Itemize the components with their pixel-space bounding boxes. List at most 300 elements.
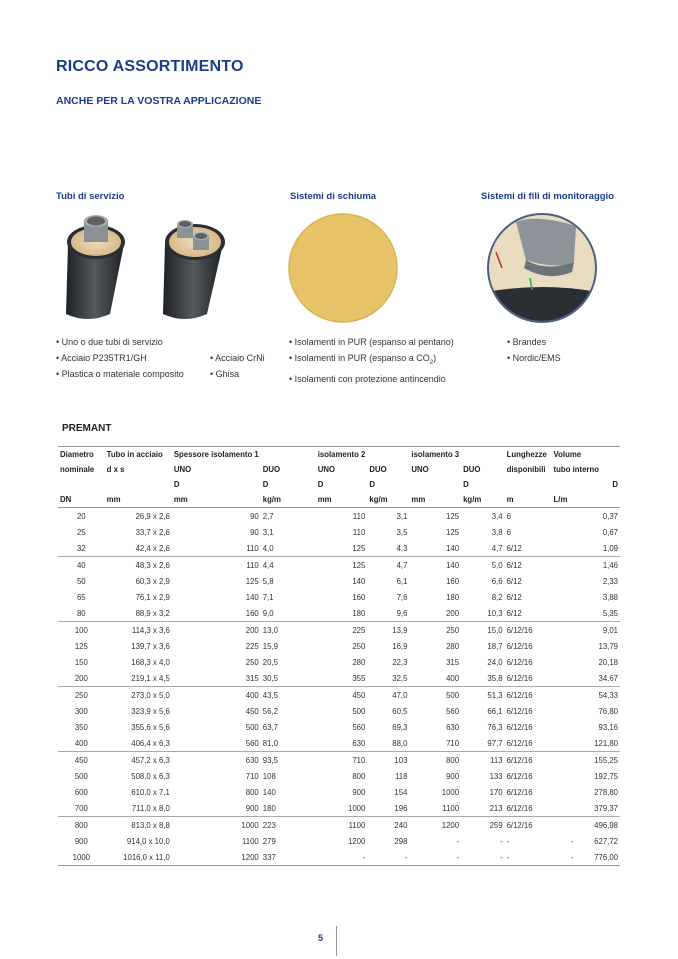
- table-row: [58, 670, 620, 687]
- table-cell: 32: [76, 543, 86, 553]
- table-cell: 1200: [348, 836, 366, 846]
- heading-monitoring-systems: Sistemi di fili di monitoraggio: [481, 191, 615, 202]
- table-cell: 76,1 x 2,9: [135, 592, 170, 602]
- table-row: [58, 768, 620, 784]
- table-header-cell: kg/m: [367, 492, 409, 508]
- table-cell: 250: [352, 641, 366, 651]
- table-cell: 18,7: [487, 641, 503, 651]
- table-cell: 400: [172, 687, 261, 704]
- table-cell: 450: [245, 706, 259, 716]
- table-cell: 914,0 x 10,0: [126, 836, 170, 846]
- table-cell: 800: [352, 771, 366, 781]
- table-cell: 54,33: [576, 687, 620, 704]
- table-row: [58, 605, 620, 622]
- table-cell: 10,3: [487, 608, 503, 618]
- table-cell: -: [456, 836, 460, 846]
- table-cell: 6,6: [491, 576, 503, 586]
- table-cell: 20,18: [598, 657, 618, 667]
- table-cell: -: [316, 849, 368, 866]
- table-cell: 560: [245, 738, 259, 748]
- table-cell: -: [367, 849, 409, 866]
- table-cell: 813,0 x 8,8: [105, 817, 172, 834]
- table-cell: 213: [489, 803, 503, 813]
- table-cell: 56,2: [262, 706, 278, 716]
- table-row: [58, 638, 620, 654]
- table-cell: 379,37: [594, 803, 618, 813]
- table-cell: 108: [262, 771, 276, 781]
- table-row: [58, 719, 620, 735]
- table-cell: 7,6: [396, 592, 408, 602]
- table-header-cell: isolamento 3: [409, 447, 461, 463]
- table-cell: 800: [245, 787, 259, 797]
- table-header-cell: Lunghezze: [505, 447, 552, 463]
- table-header-cell: L/m: [552, 492, 620, 508]
- table-cell: 710: [446, 738, 460, 748]
- table-cell: 154: [394, 787, 408, 797]
- table-cell: 4,0: [262, 543, 274, 553]
- table-cell: 560: [352, 722, 366, 732]
- table-row: [58, 589, 620, 605]
- table-cell: [552, 687, 576, 704]
- table-header-cell: disponibili: [506, 465, 546, 474]
- table-cell: [552, 573, 576, 589]
- table-header-cell: DUO: [463, 465, 481, 474]
- table-cell: 1,09: [602, 543, 618, 553]
- table-cell: 160: [352, 592, 366, 602]
- bullet-item: • Isolamenti in PUR (espanso al pentano): [289, 337, 454, 347]
- table-cell: 450: [316, 687, 368, 704]
- table-cell: 5,8: [262, 576, 274, 586]
- table-cell: 13,0: [261, 622, 316, 639]
- table-header-cell: D: [612, 480, 618, 489]
- table-cell: 15,0: [461, 622, 504, 639]
- table-header-cell: mm: [105, 492, 172, 508]
- table-cell: 196: [394, 803, 408, 813]
- table-cell: 140: [352, 576, 366, 586]
- table-cell: 125: [446, 527, 460, 537]
- table-cell: 1100: [316, 817, 368, 834]
- table-cell: 65: [76, 592, 86, 602]
- table-cell: 34,67: [598, 673, 618, 683]
- table-cell: 711,0 x 8,0: [131, 803, 170, 813]
- bullet-item: • Uno o due tubi di servizio: [56, 337, 163, 347]
- service-pipes-bullets: [56, 334, 184, 382]
- table-cell: 240: [367, 817, 409, 834]
- table-cell: 7,1: [262, 592, 274, 602]
- table-cell: 88,0: [392, 738, 408, 748]
- heading-foam-systems: Sistemi di schiuma: [290, 191, 377, 202]
- table-cell: 200: [74, 673, 88, 683]
- table-cell: [552, 524, 576, 540]
- table-cell: 93,5: [261, 752, 316, 769]
- table-cell: 160: [245, 608, 259, 618]
- table-cell: 155,25: [576, 752, 620, 769]
- table-cell: 6/12/16: [506, 803, 533, 813]
- table-cell: 610,0 x 7,1: [131, 787, 170, 797]
- table-cell: 81,0: [262, 738, 278, 748]
- table-cell: 3,4: [491, 511, 503, 521]
- table-cell: [552, 817, 576, 834]
- table-cell: 43,5: [261, 687, 316, 704]
- heading-service-pipes: Tubi di servizio: [56, 191, 125, 202]
- table-cell: 1000: [348, 803, 366, 813]
- table-header-cell: DUO: [369, 465, 387, 474]
- table-cell: 113: [461, 752, 504, 769]
- table-cell: 630: [352, 738, 366, 748]
- table-cell: -: [409, 849, 461, 866]
- table-cell: 500: [352, 706, 366, 716]
- table-cell: 13,9: [367, 622, 409, 639]
- table-cell: 140: [409, 557, 461, 574]
- table-cell: 323,9 x 5,6: [131, 706, 170, 716]
- table-cell: 6/12/16: [506, 771, 533, 781]
- table-cell: 110: [172, 557, 261, 574]
- table-header-row: [58, 462, 620, 477]
- table-cell: 6,1: [396, 576, 408, 586]
- table-cell: [552, 622, 576, 639]
- bullet-item: • Nordic/EMS: [507, 353, 561, 363]
- table-cell: 15,9: [262, 641, 278, 651]
- foam-sample-image: [287, 212, 399, 324]
- table-cell: 298: [394, 836, 408, 846]
- table-row: [58, 833, 620, 849]
- table-cell: 121,80: [594, 738, 618, 748]
- page-title: RICCO ASSORTIMENTO: [56, 58, 244, 75]
- table-cell: 90: [250, 511, 259, 521]
- bullet-item: • Plastica o materiale composito: [56, 369, 184, 379]
- table-row: [58, 573, 620, 589]
- table-cell: 8,2: [491, 592, 503, 602]
- table-cell: 13,79: [598, 641, 618, 651]
- table-header-cell: D: [173, 480, 180, 489]
- table-cell: 76,80: [598, 706, 618, 716]
- table-header-cell: d x s: [106, 465, 125, 474]
- table-cell: 88,9 x 3,2: [135, 608, 170, 618]
- table-header-cell: Spessore isolamento 1: [172, 447, 261, 463]
- table-cell: 250: [245, 657, 259, 667]
- table-cell: [552, 557, 576, 574]
- table-cell: 16,9: [392, 641, 408, 651]
- table-cell: 508,0 x 6,3: [131, 771, 170, 781]
- table-cell: 259: [461, 817, 504, 834]
- table-cell: 42,4 x 2,6: [135, 543, 170, 553]
- table-cell: 6/12/16: [506, 641, 533, 651]
- table-cell: 6/12/16: [505, 687, 552, 704]
- table-cell: 48,3 x 2,6: [105, 557, 172, 574]
- bullet-item: • Brandes: [507, 337, 547, 347]
- table-cell: 223: [261, 817, 316, 834]
- table-cell: 50: [76, 576, 86, 586]
- table-cell: 250: [58, 687, 105, 704]
- table-cell: 710: [245, 771, 259, 781]
- table-header-row: [58, 447, 620, 463]
- table-header-row: [58, 492, 620, 508]
- table-cell: 710: [316, 752, 368, 769]
- table-cell: [552, 752, 576, 769]
- table-cell: 315: [245, 673, 259, 683]
- table-cell: 180: [262, 803, 276, 813]
- table-cell: 6/12: [506, 576, 522, 586]
- table-cell: 160: [446, 576, 460, 586]
- table-cell: 600: [74, 787, 88, 797]
- table-cell: 110: [246, 543, 259, 553]
- table-cell: 3,1: [396, 511, 408, 521]
- table-header-cell: [367, 447, 409, 463]
- table-cell: 225: [245, 641, 259, 651]
- table-cell: 170: [489, 787, 503, 797]
- table-cell: [552, 703, 576, 719]
- table-cell: 1100: [442, 803, 460, 813]
- table-cell: 125: [245, 576, 259, 586]
- table-cell: 630: [172, 752, 261, 769]
- table-cell: [552, 508, 576, 525]
- table-cell: 1000: [172, 817, 261, 834]
- table-cell: 450: [58, 752, 105, 769]
- table-cell: 118: [394, 771, 408, 781]
- table-cell: 125: [74, 641, 88, 651]
- table-cell: 406,4 x 6,3: [131, 738, 170, 748]
- table-cell: 0,67: [602, 527, 618, 537]
- table-cell: 1,46: [576, 557, 620, 574]
- table-cell: 66,1: [487, 706, 503, 716]
- table-cell: 76,3: [487, 722, 503, 732]
- table-cell: 93,16: [598, 722, 618, 732]
- table-cell: 100: [58, 622, 105, 639]
- table-cell: -: [461, 849, 504, 866]
- table-row: [58, 508, 620, 525]
- table-header-cell: [409, 477, 461, 492]
- table-cell: 315: [446, 657, 460, 667]
- table-cell: 60,5: [392, 706, 408, 716]
- table-cell: 180: [352, 608, 366, 618]
- double-pipe-image: [155, 214, 250, 324]
- table-cell: 1100: [241, 836, 259, 846]
- page-subtitle: ANCHE PER LA VOSTRA APPLICAZIONE: [56, 95, 262, 107]
- table-cell: 30,5: [262, 673, 278, 683]
- table-cell: 280: [352, 657, 366, 667]
- table-cell: 900: [446, 771, 460, 781]
- table-cell: 133: [489, 771, 503, 781]
- bullet-item: • Isolamenti con protezione antincendio: [289, 373, 446, 384]
- table-cell: 1200: [409, 817, 461, 834]
- table-header-cell: nominale: [60, 465, 95, 474]
- bullet-item: • Ghisa: [210, 369, 240, 379]
- table-cell: 6/12/16: [506, 738, 533, 748]
- table-cell: 3,1: [262, 527, 274, 537]
- table-cell: 3,88: [602, 592, 618, 602]
- table-cell: 1000: [441, 787, 460, 797]
- table-cell: 6/12/16: [505, 752, 552, 769]
- table-cell: [552, 670, 576, 687]
- table-header-cell: UNO: [317, 465, 336, 474]
- table-cell: 20,5: [262, 657, 278, 667]
- bullet-item: • Acciaio P235TR1/GH: [56, 353, 147, 363]
- table-cell: 278,80: [594, 787, 618, 797]
- table-cell: 47,0: [367, 687, 409, 704]
- table-cell: 5,35: [602, 608, 618, 618]
- table-cell: 900: [74, 836, 88, 846]
- table-cell: [552, 719, 576, 735]
- table-cell: 6/12/16: [506, 706, 533, 716]
- table-cell: 6/12/16: [506, 657, 533, 667]
- table-cell: 22,3: [392, 657, 408, 667]
- table-cell: 140: [245, 592, 259, 602]
- table-row: [58, 540, 620, 557]
- table-cell: 6/12/16: [506, 787, 533, 797]
- table-cell: 219,1 x 4,5: [131, 673, 170, 683]
- table-cell: 40: [58, 557, 105, 574]
- table-cell: 0,37: [602, 511, 618, 521]
- table-cell: 4,4: [261, 557, 316, 574]
- table-cell: -: [571, 836, 574, 846]
- table-cell: 60,3 x 2,9: [135, 576, 170, 586]
- table-header-cell: [261, 447, 316, 463]
- table-cell: 200: [446, 608, 460, 618]
- table-cell: 9,01: [576, 622, 620, 639]
- table-cell: 24,0: [487, 657, 503, 667]
- table-cell: 6/12/16: [506, 722, 533, 732]
- table-cell: 6: [506, 527, 511, 537]
- table-header-cell: m: [505, 492, 552, 508]
- table-row: [58, 557, 620, 574]
- table-row: [58, 524, 620, 540]
- bullet-item: • Isolamenti in PUR (espanso a $CO_2$): [289, 353, 437, 366]
- table-header-cell: [105, 477, 172, 492]
- table-cell: 9,6: [396, 608, 408, 618]
- table-cell: 3,5: [396, 527, 408, 537]
- page-number-divider: [336, 926, 337, 956]
- table-cell: 700: [74, 803, 88, 813]
- table-header-cell: kg/m: [461, 492, 504, 508]
- table-cell: [552, 800, 576, 817]
- table-cell: -: [505, 849, 552, 866]
- table-cell: 140: [446, 543, 460, 553]
- table-cell: 4,7: [367, 557, 409, 574]
- table-cell: 900: [352, 787, 366, 797]
- table-row: [58, 784, 620, 800]
- table-cell: 6/12: [506, 543, 522, 553]
- table-cell: 350: [74, 722, 88, 732]
- table-cell: 800: [409, 752, 461, 769]
- table-cell: 400: [446, 673, 460, 683]
- table-cell: 355,6 x 5,6: [131, 722, 170, 732]
- table-cell: 114,3 x 3,6: [105, 622, 172, 639]
- table-row: [58, 622, 620, 639]
- table-cell: -: [506, 836, 510, 846]
- table-cell: 180: [446, 592, 460, 602]
- table-header-cell: Diametro: [58, 447, 105, 463]
- table-cell: 168,3 x 4,0: [131, 657, 170, 667]
- table-header-row: [58, 477, 620, 492]
- table-header-cell: Volume: [552, 447, 620, 463]
- table-cell: 6/12/16: [505, 622, 552, 639]
- table-cell: 33,7 x 2,6: [135, 527, 170, 537]
- table-cell: 500: [245, 722, 259, 732]
- table-cell: 500: [409, 687, 461, 704]
- table-cell: 1016,0 x 11,0: [105, 849, 172, 866]
- table-header-cell: mm: [409, 492, 461, 508]
- table-cell: 32,5: [392, 673, 408, 683]
- table-title: PREMANT: [62, 423, 112, 434]
- table-header-cell: mm: [172, 492, 261, 508]
- table-row: [58, 703, 620, 719]
- table-cell: 2,33: [602, 576, 618, 586]
- table-header-cell: D: [317, 480, 324, 489]
- table-header-cell: UNO: [173, 465, 192, 474]
- table-cell: 6/12/16: [506, 673, 533, 683]
- table-row: [58, 687, 620, 704]
- table-cell: [552, 638, 576, 654]
- table-cell: 630: [446, 722, 460, 732]
- table-cell: 20: [76, 511, 86, 521]
- monitoring-bullets: [507, 334, 561, 366]
- table-cell: [552, 784, 576, 800]
- table-cell: 776,00: [576, 849, 620, 866]
- table-header-cell: [58, 477, 105, 492]
- page-number: 5: [318, 933, 324, 943]
- table-cell: 400: [74, 738, 88, 748]
- table-row: [58, 752, 620, 769]
- table-cell: 139,7 x 3,6: [131, 641, 170, 651]
- table-cell: 140: [262, 787, 276, 797]
- table-header-cell: D: [369, 480, 375, 489]
- table-cell: 6/12/16: [505, 817, 552, 834]
- table-row: [58, 849, 620, 866]
- table-cell: 273,0 x 5,0: [105, 687, 172, 704]
- table-cell: 4,7: [491, 543, 503, 553]
- table-cell: 1000: [58, 849, 105, 866]
- table-header-cell: D: [262, 480, 269, 489]
- table-cell: [552, 654, 576, 670]
- table-cell: 51,3: [461, 687, 504, 704]
- table-cell: 63,7: [262, 722, 278, 732]
- table-cell: 110: [352, 511, 366, 521]
- table-cell: 300: [74, 706, 88, 716]
- table-cell: 25: [76, 527, 86, 537]
- table-cell: 80: [76, 608, 86, 618]
- table-cell: 1200: [172, 849, 261, 866]
- monitoring-wire-image: [486, 212, 598, 324]
- table-cell: 560: [446, 706, 460, 716]
- table-cell: 627,72: [594, 836, 618, 846]
- table-cell: 800: [58, 817, 105, 834]
- table-row: [58, 800, 620, 817]
- table-cell: 200: [172, 622, 261, 639]
- table-cell: 103: [367, 752, 409, 769]
- table-cell: 250: [409, 622, 461, 639]
- table-cell: [552, 768, 576, 784]
- table-cell: 457,2 x 6,3: [105, 752, 172, 769]
- table-cell: 97,7: [487, 738, 503, 748]
- table-row: [58, 817, 620, 834]
- table-header-cell: isolamento 2: [316, 447, 368, 463]
- service-pipes-bullets-right: [210, 350, 265, 382]
- table-cell: 9,0: [262, 608, 274, 618]
- table-cell: 355: [352, 673, 366, 683]
- table-cell: -: [552, 849, 576, 866]
- table-header-cell: tubo interno: [553, 465, 599, 474]
- table-row: [58, 735, 620, 752]
- table-header-cell: D: [463, 480, 469, 489]
- table-row: [58, 654, 620, 670]
- table-header-cell: DN: [58, 492, 105, 508]
- table-cell: 69,3: [392, 722, 408, 732]
- table-header-cell: [461, 447, 504, 463]
- table-cell: 125: [446, 511, 460, 521]
- table-cell: 280: [446, 641, 460, 651]
- table-cell: [552, 735, 576, 752]
- table-cell: 500: [74, 771, 88, 781]
